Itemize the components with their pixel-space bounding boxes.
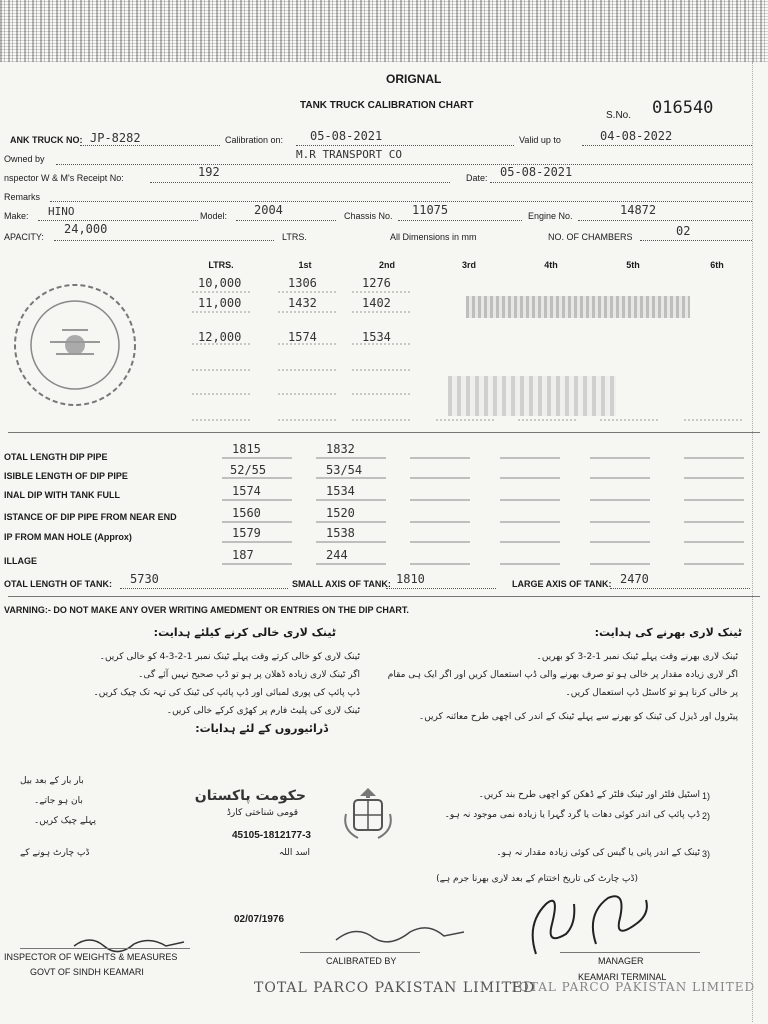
owned-line xyxy=(56,164,752,165)
id-number: 45105-1812177-3 xyxy=(232,830,311,841)
pakistan-emblem-icon xyxy=(340,784,396,844)
truck-no-value: JP-8282 xyxy=(90,131,141,145)
dip-value-2a: 52/55 xyxy=(230,463,267,477)
small-axis-line xyxy=(386,588,496,589)
truck-no-label: ANK TRUCK NO: xyxy=(10,135,83,145)
dip-label-6: ILLAGE xyxy=(4,556,37,566)
dip-value-3b: 1534 xyxy=(326,484,355,498)
company-stamp-right: TOTAL PARCO PAKISTAN LIMITED xyxy=(510,980,756,994)
table-row-3-ltrs: 12,000 xyxy=(198,330,242,344)
urdu-side-line-3: پہلے چیک کریں۔ xyxy=(34,816,96,826)
col-3rd: 3rd xyxy=(461,260,476,270)
date-line xyxy=(490,182,752,183)
id-card-text: قومی شناختی کارڈ xyxy=(226,808,298,818)
large-axis-line xyxy=(610,588,750,589)
col-6th: 6th xyxy=(710,260,724,270)
chassis-line xyxy=(398,220,522,221)
valid-line xyxy=(582,145,752,146)
dims-label: All Dimensions in mm xyxy=(390,232,477,242)
smudged-stamp-2 xyxy=(448,376,616,416)
urdu-side-line-4: ڈپ چارٹ ہونے کے xyxy=(20,848,90,858)
chambers-line xyxy=(640,240,752,241)
chassis-label: Chassis No. xyxy=(344,211,393,221)
urdu-number-3: 3) xyxy=(702,849,711,859)
urdu-side-line-2: بان ہو جاتے۔ xyxy=(34,796,83,806)
terminal-label: KEAMARI TERMINAL xyxy=(578,972,667,982)
date-label: Date: xyxy=(466,173,488,183)
engine-label: Engine No. xyxy=(528,211,573,221)
urdu-side-line-1: بار بار کے بعد بیل xyxy=(20,776,84,786)
valid-label: Valid up to xyxy=(519,135,561,145)
right-margin-edge xyxy=(752,62,754,1022)
table-row-2-1st: 1432 xyxy=(288,296,317,310)
dip-value-6a: 187 xyxy=(232,548,254,562)
urdu-numbered-2: ڈپ پائپ کی اندر کوئی دھات یا گرد گہرا یا زیادہ نمی موجود نہ ہو۔ xyxy=(444,810,700,820)
make-value: HINO xyxy=(48,205,75,218)
company-stamp: TOTAL PARCO PAKISTAN LIMITED xyxy=(254,980,536,996)
seal-stamp-icon xyxy=(10,280,150,420)
urdu-driver-heading: ڈرائیوروں کے لئے ہدایات: xyxy=(195,722,328,735)
receipt-line xyxy=(150,182,450,183)
small-axis-value: 1810 xyxy=(396,572,425,586)
large-axis-label: LARGE AXIS OF TANK: xyxy=(512,579,612,589)
owned-value: M.R TRANSPORT CO xyxy=(296,148,402,161)
total-length-value: 5730 xyxy=(130,572,159,586)
urdu-left-line-2: اگر ٹینک لاری زیادہ ڈھلان پر ہو تو ڈپ صحیح نہیں آئے گی۔ xyxy=(138,670,360,680)
dip-value-1a: 1815 xyxy=(232,442,261,456)
urdu-right-line-1: ٹینک لاری بھرنے وقت پہلے ٹینک نمبر 1-2-3 کو بھریں۔ xyxy=(536,652,738,662)
dip-value-2b: 53/54 xyxy=(326,463,363,477)
large-axis-value: 2470 xyxy=(620,572,649,586)
urdu-left-line-1: ٹینک لاری کو خالی کرتے وقت پہلے ٹینک نمبر 1-2-3-4 کو خالی کریں۔ xyxy=(99,652,360,662)
urdu-numbered-1: اسٹیل فلٹر اور ٹینک فلٹر کے ڈھکن کو اچھی طرح بند کریں۔ xyxy=(478,790,700,800)
make-label: Make: xyxy=(4,211,29,221)
table-row-2-ltrs: 11,000 xyxy=(198,296,242,310)
model-label: Model: xyxy=(200,211,228,221)
chambers-label: NO. OF CHAMBERS xyxy=(548,232,633,242)
signature-center-icon xyxy=(330,920,470,950)
col-5th: 5th xyxy=(626,260,640,270)
dip-label-3: INAL DIP WITH TANK FULL xyxy=(4,490,120,500)
dip-value-5b: 1538 xyxy=(326,526,355,540)
calibrated-line xyxy=(300,952,420,953)
truck-no-line xyxy=(80,145,220,146)
chart-title: TANK TRUCK CALIBRATION CHART xyxy=(300,100,474,111)
table-row-2-2nd: 1402 xyxy=(362,296,391,310)
urdu-number-1: 1) xyxy=(702,791,711,801)
dip-value-4b: 1520 xyxy=(326,506,355,520)
sno-value: 016540 xyxy=(652,98,714,118)
divider-warning xyxy=(8,596,760,597)
remarks-label: Remarks xyxy=(4,192,41,202)
chassis-value: 11075 xyxy=(412,203,449,217)
dip-label-1: OTAL LENGTH DIP PIPE xyxy=(4,452,108,462)
engine-line xyxy=(578,220,752,221)
urdu-numbered-3: ٹینک کے اندر پانی یا گیس کی کوئی زیادہ مقدار نہ ہو۔ xyxy=(496,848,700,858)
model-line xyxy=(236,220,336,221)
col-2nd: 2nd xyxy=(378,260,395,270)
table-row-1-1st: 1306 xyxy=(288,276,317,290)
calibration-label: Calibration on: xyxy=(225,135,284,145)
calibrated-label: CALIBRATED BY xyxy=(326,956,397,966)
urdu-right-line-3: پر خالی کرنا ہو تو کاسٹل ڈپ استعمال کریں۔ xyxy=(565,688,738,698)
divider-top xyxy=(8,432,760,433)
dip-value-1b: 1832 xyxy=(326,442,355,456)
inspector-signature-line xyxy=(20,948,190,949)
date-value: 05-08-2021 xyxy=(500,165,573,179)
remarks-line xyxy=(50,201,752,202)
capacity-value: 24,000 xyxy=(64,222,108,236)
dip-value-5a: 1579 xyxy=(232,526,261,540)
urdu-left-line-3: ڈپ پائپ کی پوری لمبائی اور ڈپ پائپ کی ٹینک کی تہہ تک چیک کریں۔ xyxy=(93,688,360,698)
dip-label-2: ISIBLE LENGTH OF DIP PIPE xyxy=(4,471,128,481)
col-ltrs: LTRS. xyxy=(208,260,234,270)
urdu-right-line-4: پیٹرول اور ڈیزل کی ٹینک کو بھرنے سے پہلے ٹینک کے اندر کی اچھی طرح معائنہ کریں۔ xyxy=(418,712,738,722)
table-row-1-ltrs: 10,000 xyxy=(198,276,242,290)
calibration-line xyxy=(296,145,514,146)
dip-value-3a: 1574 xyxy=(232,484,261,498)
inspector-label: INSPECTOR OF WEIGHTS & MEASURES xyxy=(4,952,178,962)
id-name-hint: اسد اللہ xyxy=(278,848,310,858)
col-1st: 1st xyxy=(298,260,312,270)
dip-value-6b: 244 xyxy=(326,548,348,562)
col-4th: 4th xyxy=(544,260,558,270)
total-length-label: OTAL LENGTH OF TANK: xyxy=(4,579,112,589)
valid-value: 04-08-2022 xyxy=(600,129,673,143)
smudged-stamp-1 xyxy=(466,296,690,318)
engine-value: 14872 xyxy=(620,203,657,217)
model-value: 2004 xyxy=(254,203,283,217)
table-row-3-2nd: 1534 xyxy=(362,330,391,344)
urdu-right-heading: ٹینک لاری بھرنے کی ہدایت: xyxy=(594,626,742,639)
dip-value-4a: 1560 xyxy=(232,506,261,520)
receipt-value: 192 xyxy=(198,165,220,179)
calibration-value: 05-08-2021 xyxy=(310,129,383,143)
original-label: ORIGNAL xyxy=(386,72,442,86)
dip-label-4: ISTANCE OF DIP PIPE FROM NEAR END xyxy=(4,512,177,522)
capacity-line xyxy=(54,240,274,241)
manager-line xyxy=(560,952,700,953)
ltrs-label: LTRS. xyxy=(282,232,307,242)
urdu-left-heading: ٹینک لاری خالی کرنے کیلئے ہدایت: xyxy=(153,626,336,639)
table-row-3-1st: 1574 xyxy=(288,330,317,344)
chambers-value: 02 xyxy=(676,224,691,238)
urdu-number-2: 2) xyxy=(702,811,711,821)
capacity-label: APACITY: xyxy=(4,232,44,242)
manager-label: MANAGER xyxy=(598,956,644,966)
small-axis-label: SMALL AXIS OF TANK: xyxy=(292,579,391,589)
urdu-left-line-4: ٹینک لاری کی پلیٹ فارم پر کھڑی کرکے خالی کریں۔ xyxy=(166,706,360,716)
id-dob: 02/07/1976 xyxy=(234,914,285,925)
govt-label: GOVT OF SINDH KEAMARI xyxy=(30,967,144,977)
total-length-line xyxy=(120,588,288,589)
scan-noise-lines xyxy=(0,0,768,62)
urdu-right-line-2: اگر لاری زیادہ مقدار پر خالی ہو تو صرف بھرنے والی ڈپ استعمال کریں اور اگر ایک ہی مقام xyxy=(387,670,738,680)
warning-text: VARNING:- DO NOT MAKE ANY OVER WRITING AMEDMENT OR ENTRIES ON THE DIP CHART. xyxy=(4,605,409,615)
table-row-1-2nd: 1276 xyxy=(362,276,391,290)
sno-label: S.No. xyxy=(606,110,632,121)
id-gov-text: حکومت پاکستان xyxy=(194,788,306,804)
owned-label: Owned by xyxy=(4,154,45,164)
dip-table-grid xyxy=(0,440,768,580)
urdu-footnote: (ڈپ چارٹ کی تاریخ اختتام کے بعد لاری بھرنا جرم ہے) xyxy=(436,874,638,884)
make-line xyxy=(38,220,198,221)
receipt-label: nspector W & M's Receipt No: xyxy=(4,173,124,183)
dip-label-5: IP FROM MAN HOLE (Approx) xyxy=(4,532,132,542)
